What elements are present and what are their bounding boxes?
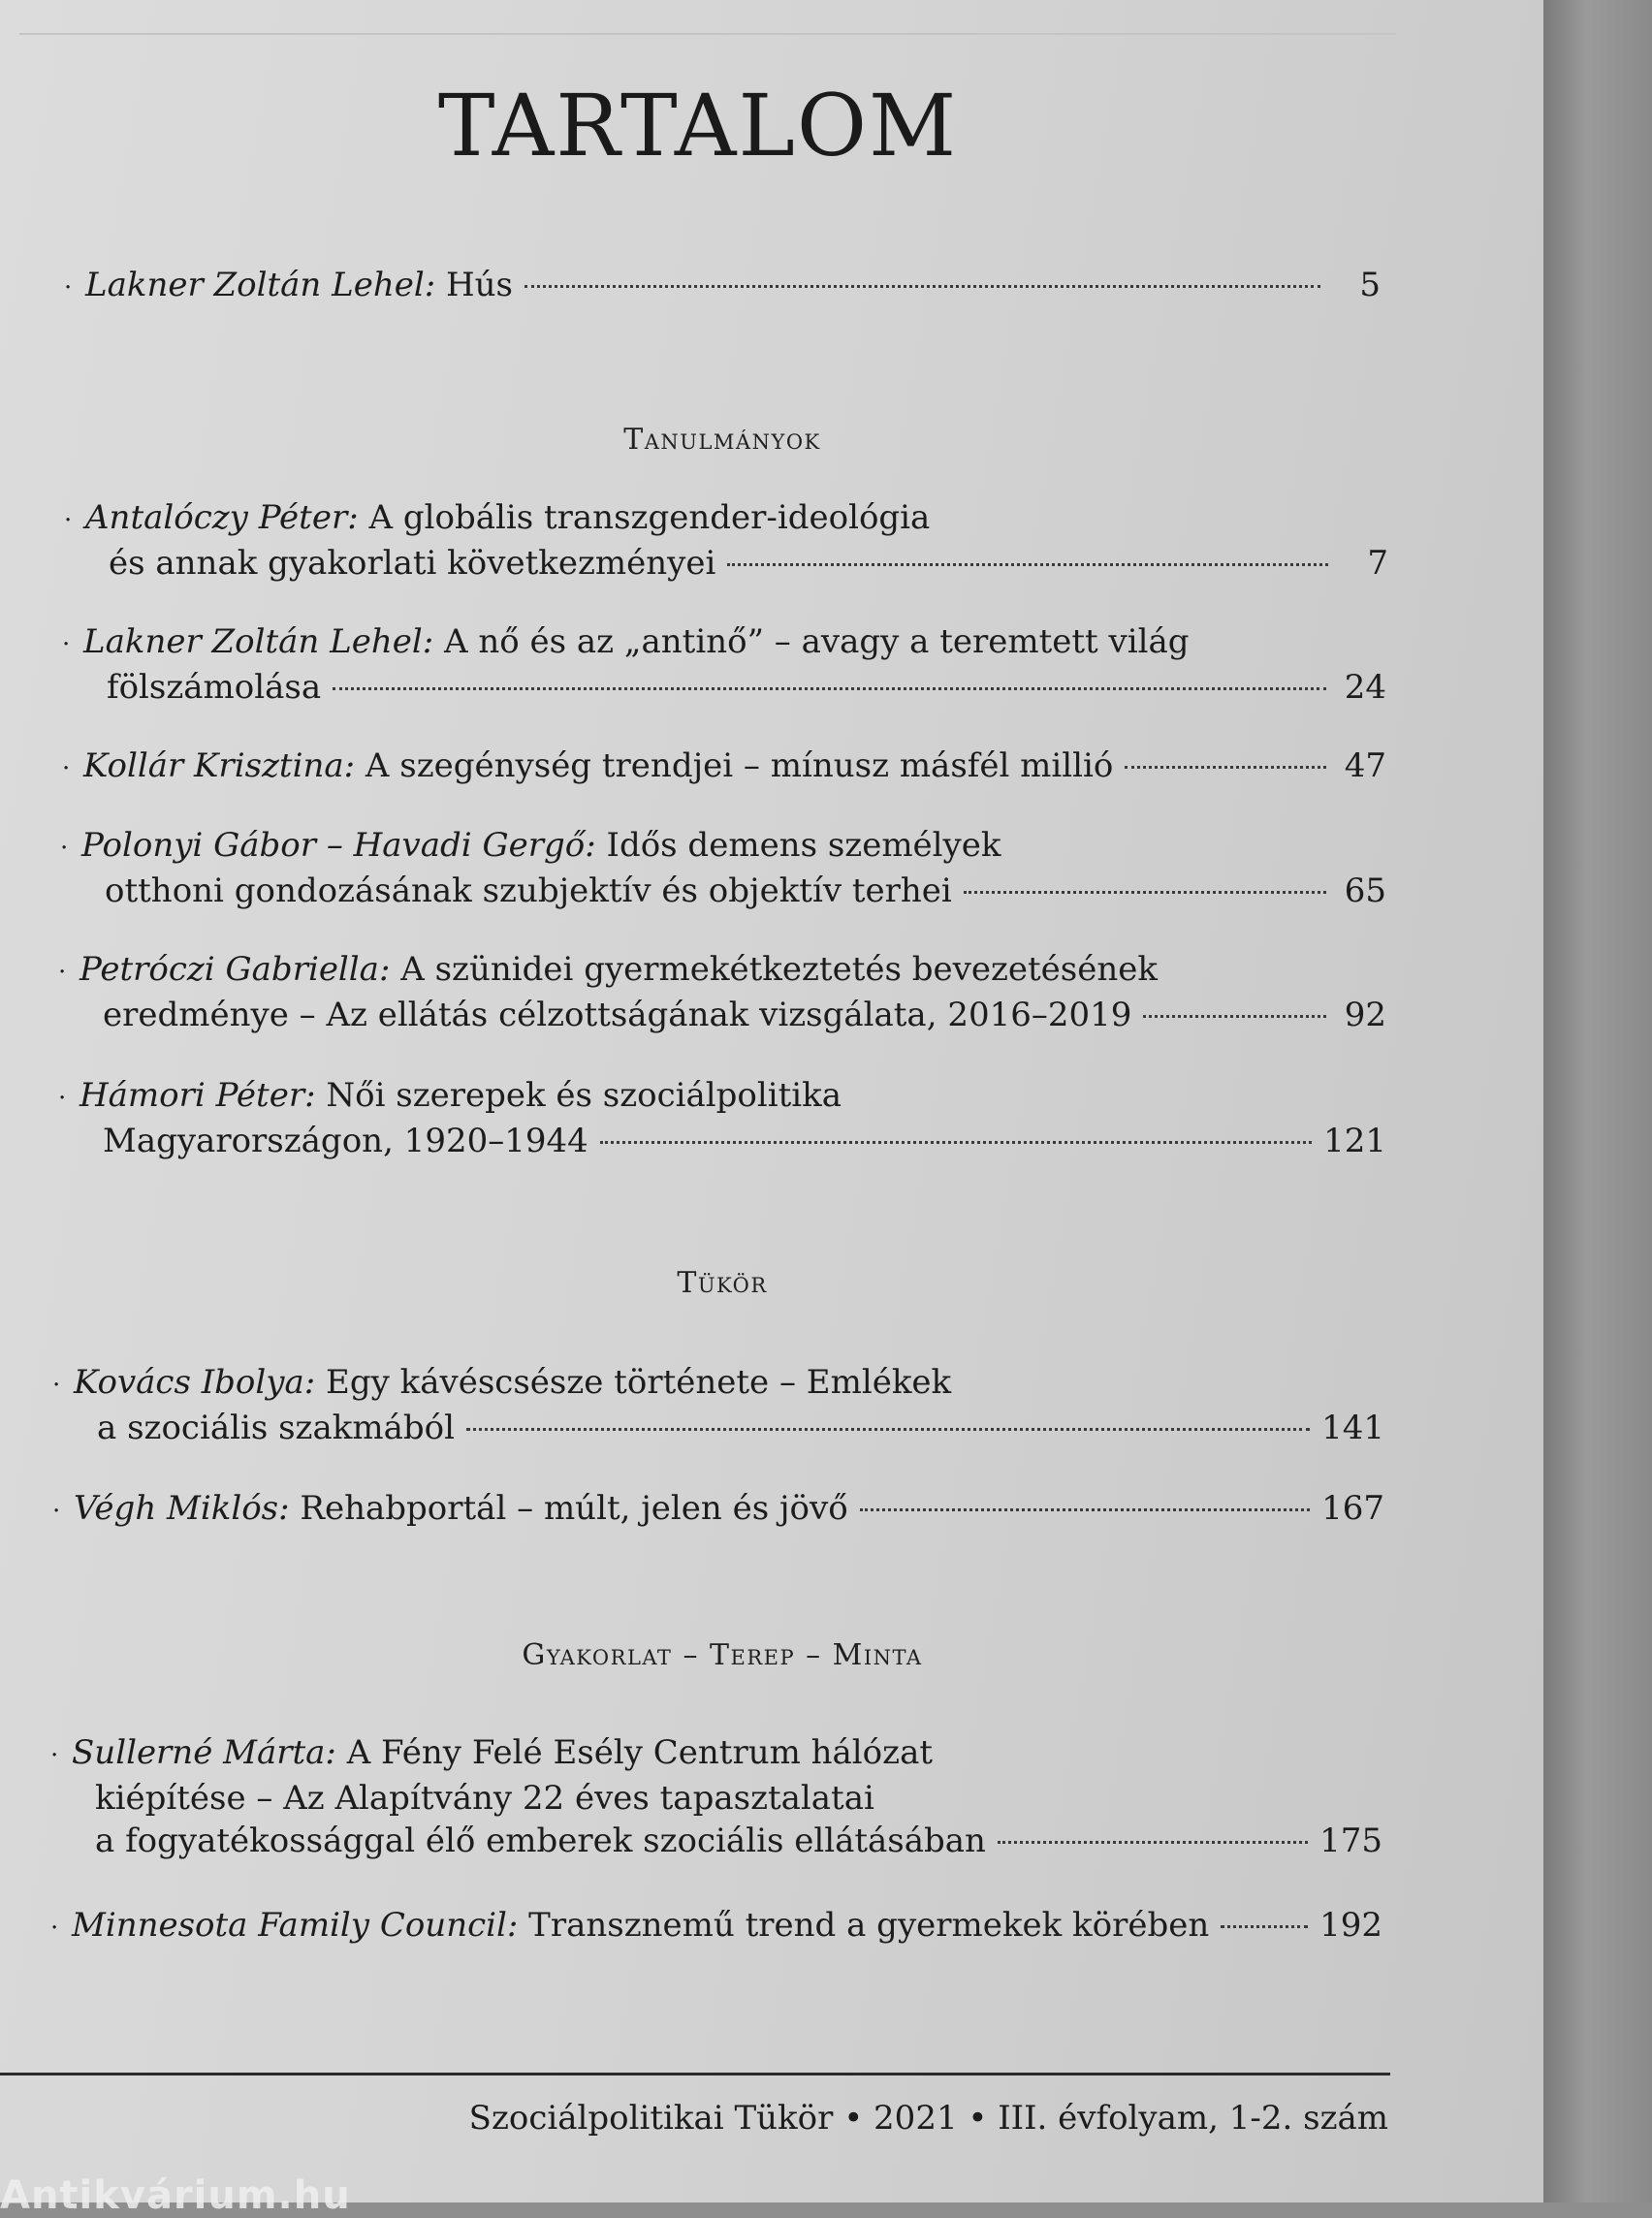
page-footer: Szociálpolitikai Tükör • 2021 • III. évfolyam, 1-2. szám: [468, 2099, 1388, 2138]
dot-leader: [524, 285, 1320, 288]
entry-page-number: 175: [1319, 1822, 1382, 1860]
dot-leader: [333, 687, 1326, 690]
dot-leader: [860, 1508, 1310, 1511]
bullet: ·: [50, 1914, 59, 1943]
bullet: ·: [60, 834, 69, 863]
bullet: ·: [62, 754, 71, 783]
toc-entry: [58, 1074, 1386, 1162]
dot-leader: [964, 891, 1326, 894]
entry-page-number: 47: [1344, 746, 1386, 785]
toc-entry: [64, 264, 1381, 309]
toc-entry: [58, 948, 1386, 1036]
entry-title-line: Egy kávéscsésze története – Emlékek: [326, 1363, 952, 1402]
dot-leader: [727, 563, 1328, 566]
bullet: ·: [64, 273, 73, 302]
entry-author: Kovács Ibolya:: [74, 1363, 316, 1402]
entry-title-line: Női szerepek és szociálpolitika: [326, 1076, 842, 1115]
entry-title-line: Hús: [446, 266, 513, 304]
entry-author: Polonyi Gábor – Havadi Gergő:: [81, 826, 596, 865]
entry-page-number: 192: [1319, 1906, 1382, 1945]
entry-title-line: Idős demens személyek: [606, 826, 1001, 865]
entry-author: Végh Miklós:: [74, 1489, 290, 1528]
entry-author: Lakner Zoltán Lehel:: [83, 622, 434, 661]
entry-title-line: A Fény Felé Esély Centrum hálózat: [346, 1733, 934, 1772]
section-heading: Tükör: [677, 1266, 768, 1300]
section-heading: Tanulmányok: [623, 423, 821, 457]
toc-entry: [62, 745, 1386, 790]
watermark-logo: Antikvárium.hu: [0, 2173, 351, 2218]
entry-title-line: A nő és az „antinő” – avagy a teremtett világ: [444, 622, 1190, 661]
entry-author: Kollár Krisztina:: [83, 746, 356, 785]
entry-title-line: otthoni gondozásának szubjektív és objektív terhei: [105, 871, 952, 910]
entry-title-line: fölszámolása: [107, 668, 322, 707]
toc-entry: [64, 496, 1388, 585]
toc-entry: [50, 1904, 1382, 1949]
toc-entry: [52, 1361, 1384, 1449]
toc-entry: [62, 620, 1386, 709]
entry-author: Sullerné Márta:: [72, 1733, 336, 1772]
entry-author: Petróczi Gabriella:: [79, 950, 391, 989]
dot-leader: [600, 1141, 1312, 1144]
book-spine-shadow: [1543, 0, 1652, 2202]
entry-page-number: 92: [1344, 996, 1386, 1034]
entry-page-number: 24: [1344, 668, 1386, 707]
entry-title-line: és annak gyakorlati következményei: [109, 544, 716, 583]
bullet: ·: [52, 1497, 61, 1526]
entry-title-line: A szünidei gyermekétkeztetés bevezetésének: [400, 950, 1158, 989]
section-heading: Gyakorlat – Terep – Minta: [522, 1638, 923, 1672]
entry-title-line: Transznemű trend a gyermekek körében: [528, 1906, 1210, 1945]
bullet: ·: [50, 1741, 59, 1770]
bullet: ·: [64, 506, 73, 535]
entry-page-number: 7: [1367, 544, 1388, 583]
toc-entry: [52, 1487, 1384, 1533]
entry-author: Hámori Péter:: [79, 1076, 316, 1115]
entry-title-line: a fogyatékossággal élő emberek szociális ellátásában: [95, 1822, 986, 1860]
bullet: ·: [58, 1084, 67, 1113]
bullet: ·: [52, 1371, 61, 1400]
bullet: ·: [62, 630, 71, 659]
entry-page-number: 5: [1359, 266, 1381, 304]
dot-leader: [1221, 1925, 1308, 1928]
toc-entry: [60, 824, 1386, 912]
page-title: TARTALOM: [437, 76, 959, 175]
entry-page-number: 121: [1323, 1122, 1386, 1160]
entry-title-line: a szociális szakmából: [97, 1409, 455, 1447]
dot-leader: [998, 1841, 1308, 1844]
dot-leader: [466, 1428, 1310, 1431]
dot-leader: [1143, 1015, 1326, 1018]
bullet: ·: [58, 958, 67, 987]
entry-title-line: eredménye – Az ellátás célzottságának vizsgálata, 2016–2019: [103, 996, 1132, 1034]
footer-rule: [0, 2073, 1390, 2075]
entry-title-line: Rehabportál – múlt, jelen és jövő: [300, 1489, 848, 1528]
entry-page-number: 167: [1321, 1489, 1384, 1528]
entry-title-line: Magyarországon, 1920–1944: [103, 1122, 588, 1160]
entry-title-line: A globális transzgender-ideológia: [368, 498, 931, 537]
entry-author: Minnesota Family Council:: [72, 1906, 519, 1945]
toc-entry: [50, 1731, 1382, 1862]
entry-author: Antalóczy Péter:: [85, 498, 359, 537]
page-edge-line: [19, 33, 1396, 35]
entry-page-number: 141: [1321, 1409, 1384, 1447]
entry-title-line: A szegénység trendjei – mínusz másfél millió: [365, 746, 1114, 785]
entry-author: Lakner Zoltán Lehel:: [85, 266, 436, 304]
entry-title-line: kiépítése – Az Alapítvány 22 éves tapasztalatai: [95, 1779, 874, 1818]
entry-page-number: 65: [1344, 871, 1386, 910]
dot-leader: [1125, 766, 1326, 769]
